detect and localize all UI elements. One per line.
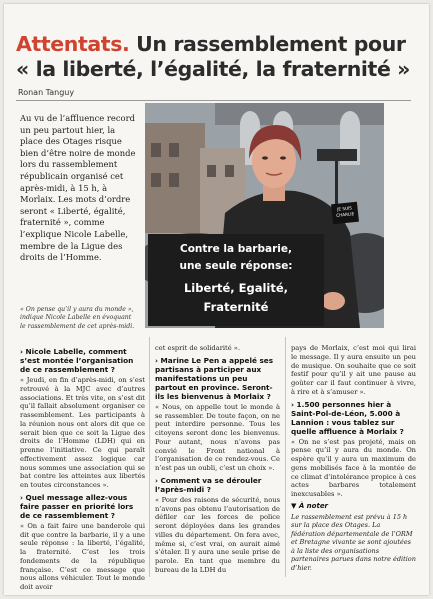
headline-main: Un rassemblement pour — [136, 32, 406, 56]
sign-line-2: une seule réponse: — [179, 260, 293, 272]
column-1 — [20, 344, 145, 594]
headline-kicker: Attentats. — [16, 32, 130, 56]
headline-line2: « la liberté, l’égalité, la fraternité » — [16, 57, 411, 81]
answer-4: « Pour des raisons de sécurité, nous n’avons pas obtenu l’autorisation de défiler car les forces de police seront déployées dans les grandes villes du département. On fera avec, même si, c’est vrai, on aurait aimé s’étaler. Il y aura une seule prise de parole. En tant que membre du bureau de la LDH du — [155, 495, 280, 574]
answer-2-cont: cet esprit de solidarité ». — [155, 344, 241, 352]
column-divider — [149, 337, 150, 577]
note-heading: ▼ À noter — [291, 501, 329, 510]
photo-caption: « On pense qu’il y aura du monde », indique Nicole Labelle en évoquant le rassemblement de cet après-midi. — [20, 306, 135, 330]
question-1: › Nicole Labelle, comment s’est montée l’organisation de ce rassemblement ? — [20, 347, 134, 374]
question-5: › 1.500 personnes hier à Saint-Pol-de-Léon, 5.000 à Lannion : vous tablez sur quelle affluence à Morlaix ? — [291, 399, 404, 436]
newspaper-page — [4, 4, 429, 595]
author-byline: Ronan Tanguy — [18, 88, 75, 97]
question-4: › Comment va se dérouler l’après-midi ? — [155, 475, 262, 494]
column-3 — [291, 344, 416, 575]
je-suis-charlie-badge: JE SUIS CHARLIE — [331, 202, 359, 225]
answer-1: « Jeudi, en fin d’après-midi, on s’est retrouvé à la MJC avec d’autres associations. Et très vite, on s’est dit qu’il fallait absolument organiser ce rassemblement. Les participants à la réunion nous ont alors dit que ce serait bien que ce soit la Ligue des droits de l’Homme (LDH) qui en prenne l’initiative. Ce qui paraît effectivement assez logique car nous sommes une association qui se bat contre les atteintes aux libertés en toutes circonstances ». — [20, 376, 145, 489]
answer-4-cont: pays de Morlaix, c’est moi qui lirai le message. Il y aura ensuite un peu de musique. On souhaite que ce soit festif pour qu’il y ait une pause au goûter car il faut continuer à vivre, à rire et à s’amuser ». — [291, 344, 416, 396]
sign-line-4: Fraternité — [203, 300, 269, 314]
answer-3: « Nous, on appelle tout le monde à se rassembler. De toute façon, on ne peut interdire personne. Tous les citoyens seront donc les bienvenus. Pour autant, nous n’avons pas convié le Front national à l’organisation de ce rendez-vous. Ce n’est pas un oubli, c’est un choix ». — [155, 402, 280, 472]
column-divider — [285, 337, 286, 577]
headline — [16, 32, 421, 82]
answer-2: « On a fait faire une banderole qui dit que contre la barbarie, il y a une seule réponse : la liberté, l’égalité, la fraternité. C’est les trois fondements de la république française. C’est ce message que nous allons véhiculer. Tout le monde doit avoir — [20, 521, 145, 591]
article-lede: Au vu de l’affluence record un peu partout hier, la place des Otages risque bien d’être noire de monde lors du rassemblement républicain organisé cet après-midi, à 15 h, à Morlaix. Les mots d’ordre seront « Liberté, égalité, fraternité », comme l’explique Nicole Labelle, membre de la Ligue des droits de l’Homme. — [20, 113, 136, 263]
question-3: › Marine Le Pen a appelé ses partisans à participer aux manifestations un peu partout en province. Seront-ils les bienvenus à Morlaix ? — [155, 355, 274, 401]
question-2: › Quel message allez-vous faire passer en priorité lors de ce rassemblement ? — [20, 492, 134, 520]
sign-line-1: Contre la barbarie, — [180, 243, 292, 255]
note-text: Le rassemblement est prévu à 15 h sur la place des Otages. La fédération départementale de l’ORM et Bretagne vivante se sont ajoutées à la liste des organisations partenaires parues dans notre édition d’hier. — [291, 512, 416, 573]
column-2 — [155, 344, 280, 577]
protest-sign — [148, 234, 324, 326]
answer-5: « On ne s’est pas projeté, mais on pense qu’il y aura du monde. On espère qu’il y aura un maximum de gens mobilisés face à la montée de ce climat d’intolérance propice à ces actes barbares totalement inexcusables ». — [291, 437, 416, 498]
byline-divider — [16, 100, 411, 101]
sign-line-3: Liberté, Egalité, — [183, 281, 289, 295]
